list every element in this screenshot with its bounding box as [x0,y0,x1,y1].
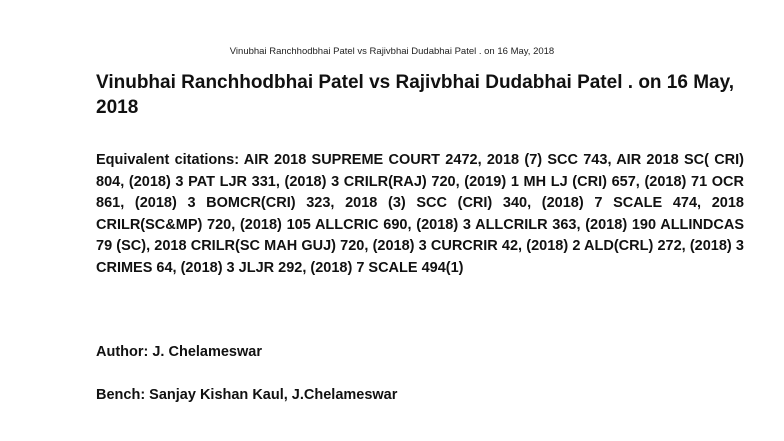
document-title: Vinubhai Ranchhodbhai Patel vs Rajivbhai Dudabhai Patel . on 16 May, 2018 [96,72,735,118]
bench-line: Bench: Sanjay Kishan Kaul, J.Chelameswar [96,387,398,403]
equivalent-citations: Equivalent citations: AIR 2018 SUPREME COURT 2472, 2018 (7) SCC 743, AIR 2018 SC( CRI) 804, (2018) 3 PAT LJR 331, (2018) 3 CRILR(RAJ) 720, (2019) 1 MH LJ (CRI) 657, (2018) 71 OCR 861, (2018) 3 BOMCR(CRI) 323, 2018 (3) SCC (CRI) 340, (2018) 7 SCALE 474, 2018 CRILR(SC&MP) 720, (2018) 105 ALLCRIC 690, (2018) 3 ALLCRILR 363, (2018) 190 ALLINDCAS 79 (SC), 2018 CRILR(SC MAH GUJ) 720, (2018) 3 CURCRIR 42, (2018) 2 ALD(CRL) 272, (2018) 3 CRIMES 64, (2018) 3 JLJR 292, (2018) 7 SCALE 494(1) [96,152,744,276]
author-line: Author: J. Chelameswar [96,344,262,360]
running-header: Vinubhai Ranchhodbhai Patel vs Rajivbhai Dudabhai Patel . on 16 May, 2018 [229,46,555,57]
